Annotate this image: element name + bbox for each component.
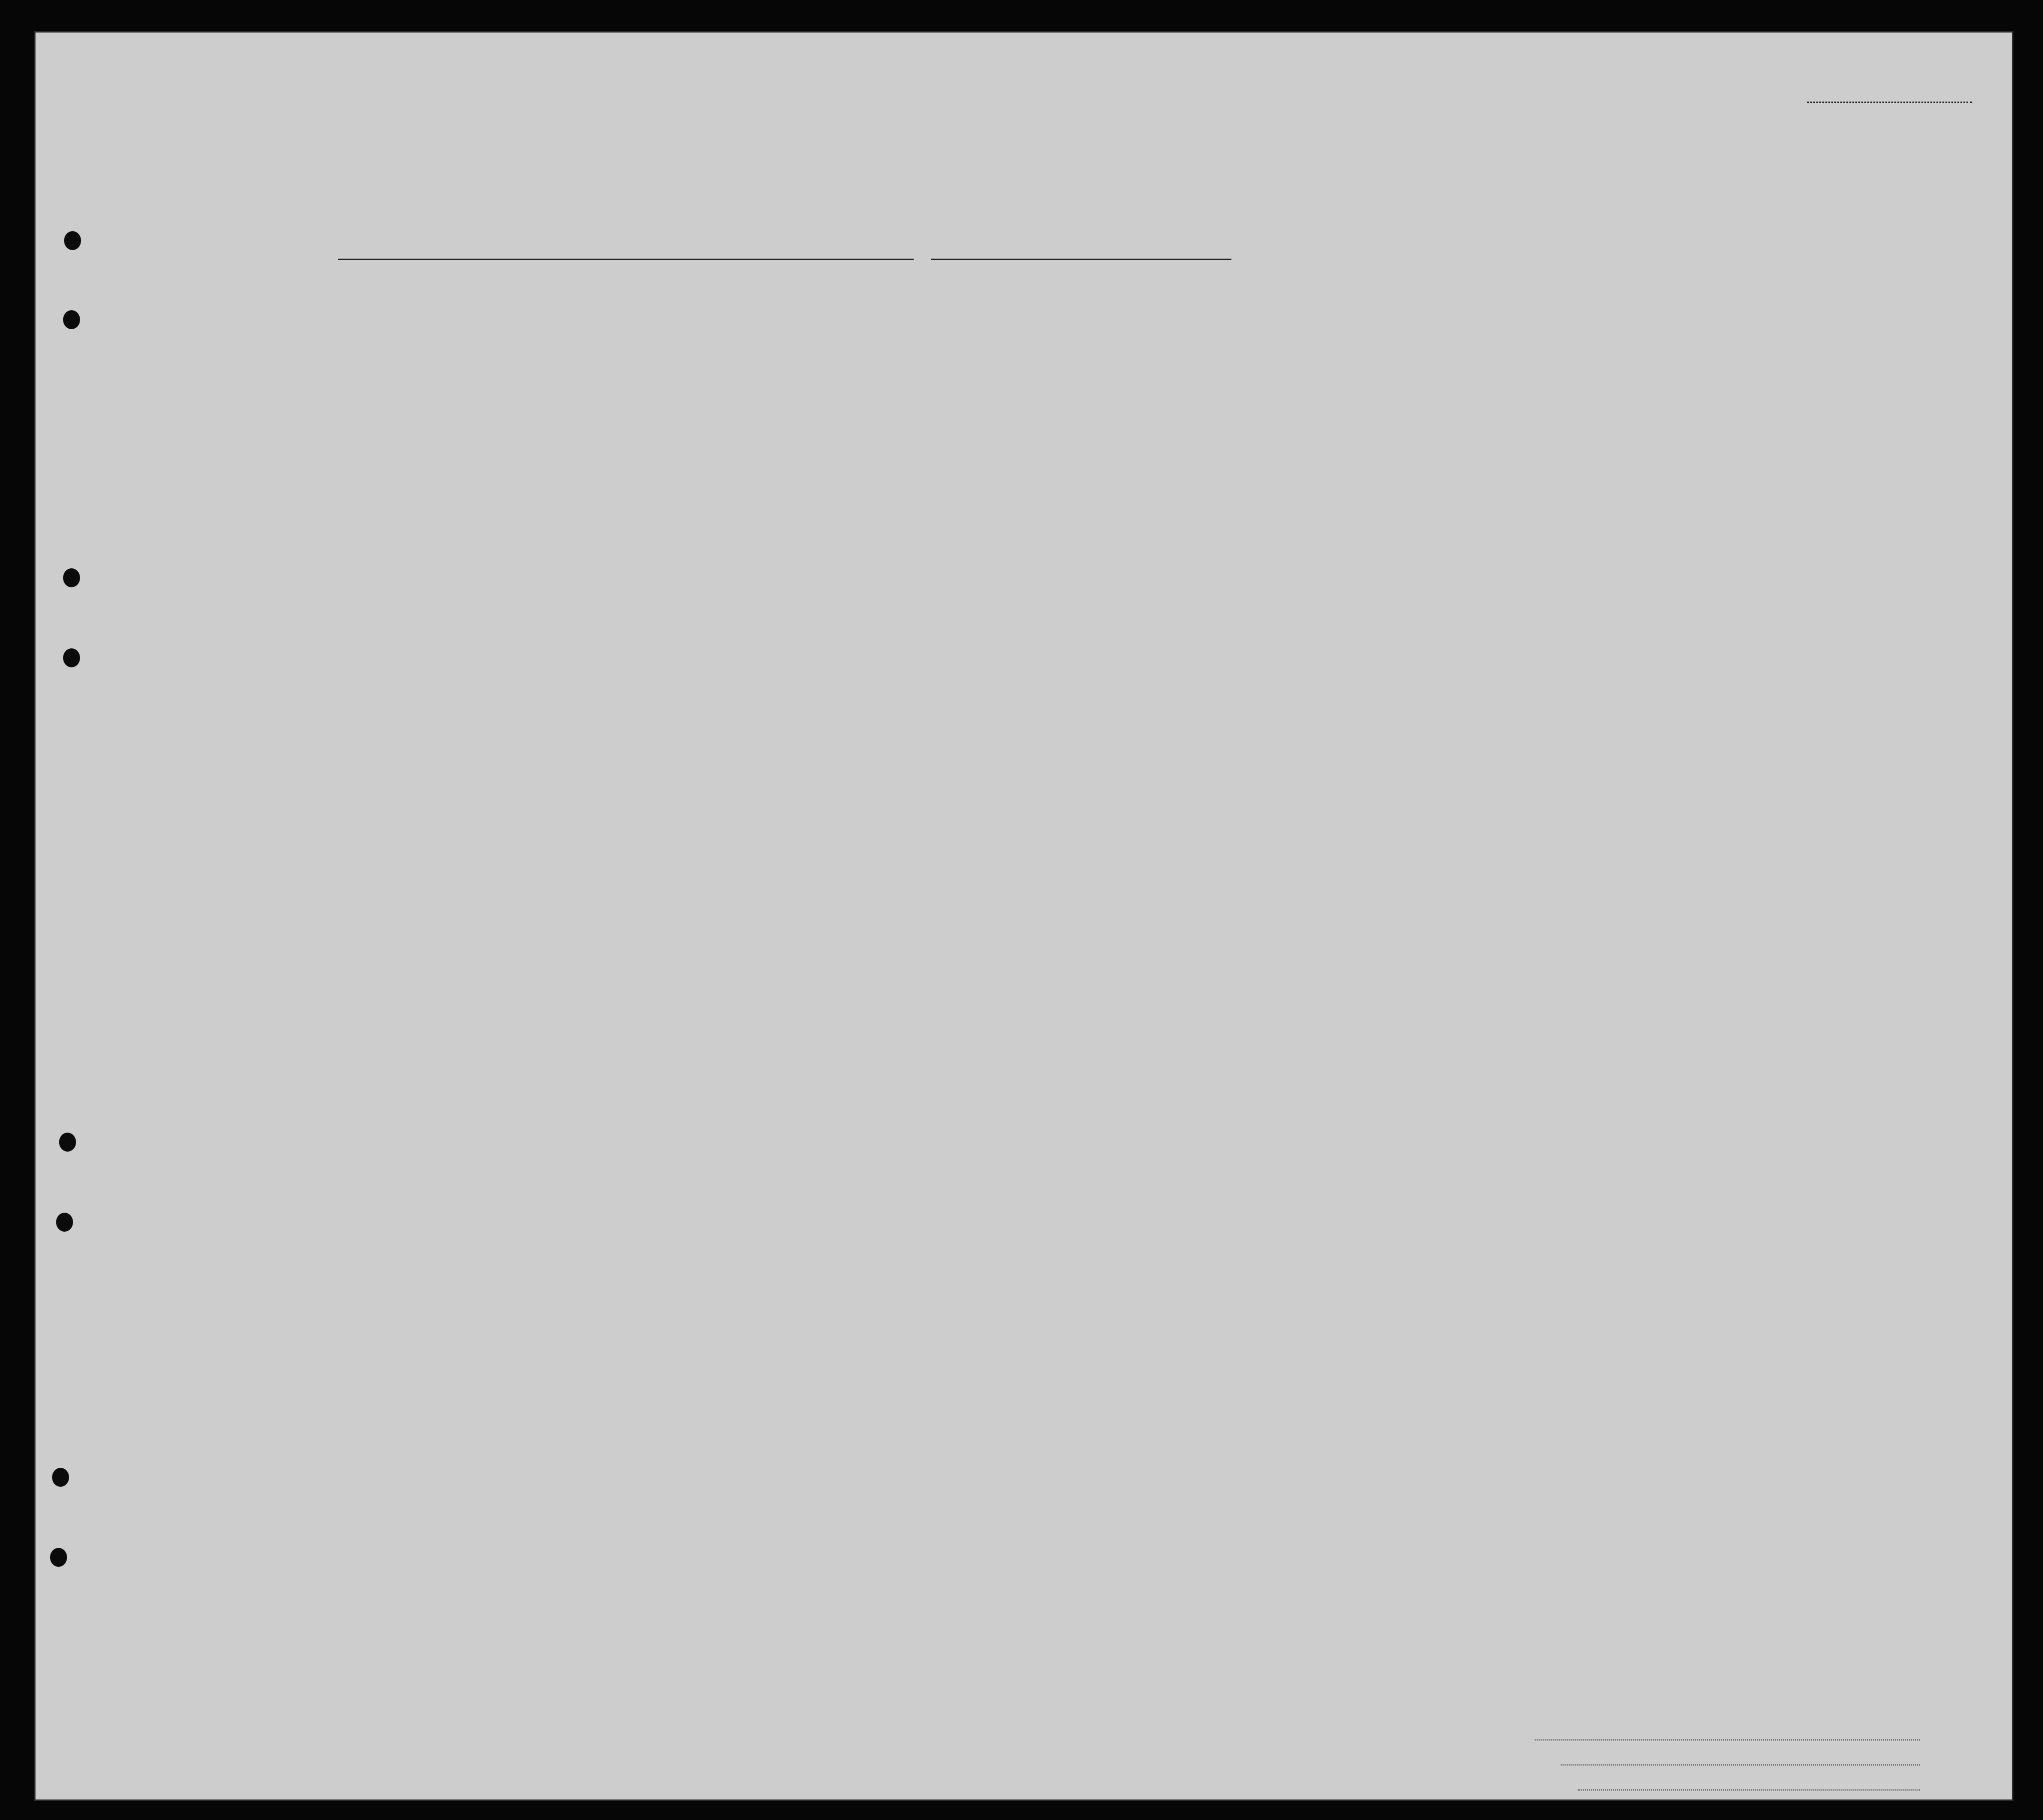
- binder-hole: [59, 1133, 76, 1152]
- header-feet: [1689, 403, 1704, 458]
- header-anarchist: [1385, 325, 1404, 450]
- header-q30: [1509, 325, 1526, 450]
- list-line: [1807, 102, 1972, 103]
- date-underline: [931, 259, 1231, 260]
- line-rule: [1535, 1739, 1920, 1740]
- header-q28: [1410, 325, 1462, 450]
- header-ticket: [586, 324, 609, 449]
- agents-rule: [1578, 1789, 1920, 1790]
- header-inches: [1714, 403, 1729, 458]
- binder-hole: [50, 1548, 67, 1567]
- header-q31: [1530, 325, 1547, 450]
- header-q29: [1466, 325, 1503, 450]
- binder-hole: [56, 1213, 73, 1232]
- binder-hole: [64, 231, 81, 250]
- binder-hole: [52, 1468, 69, 1487]
- port-underline: [338, 259, 914, 260]
- binder-hole: [63, 310, 80, 329]
- header-purpose-return: [1205, 348, 1237, 453]
- manifest-sheet: [34, 31, 2013, 1801]
- header-purpose-citizen: [1274, 348, 1307, 453]
- header-prison: [1320, 325, 1355, 450]
- header-purpose-length: [1239, 348, 1272, 453]
- binder-hole: [63, 648, 80, 667]
- header-money: [737, 324, 763, 449]
- table-grid: [36, 33, 2012, 1799]
- owners-rule: [1561, 1764, 1920, 1765]
- header-polygamist: [1363, 325, 1382, 450]
- binder-hole: [63, 568, 80, 587]
